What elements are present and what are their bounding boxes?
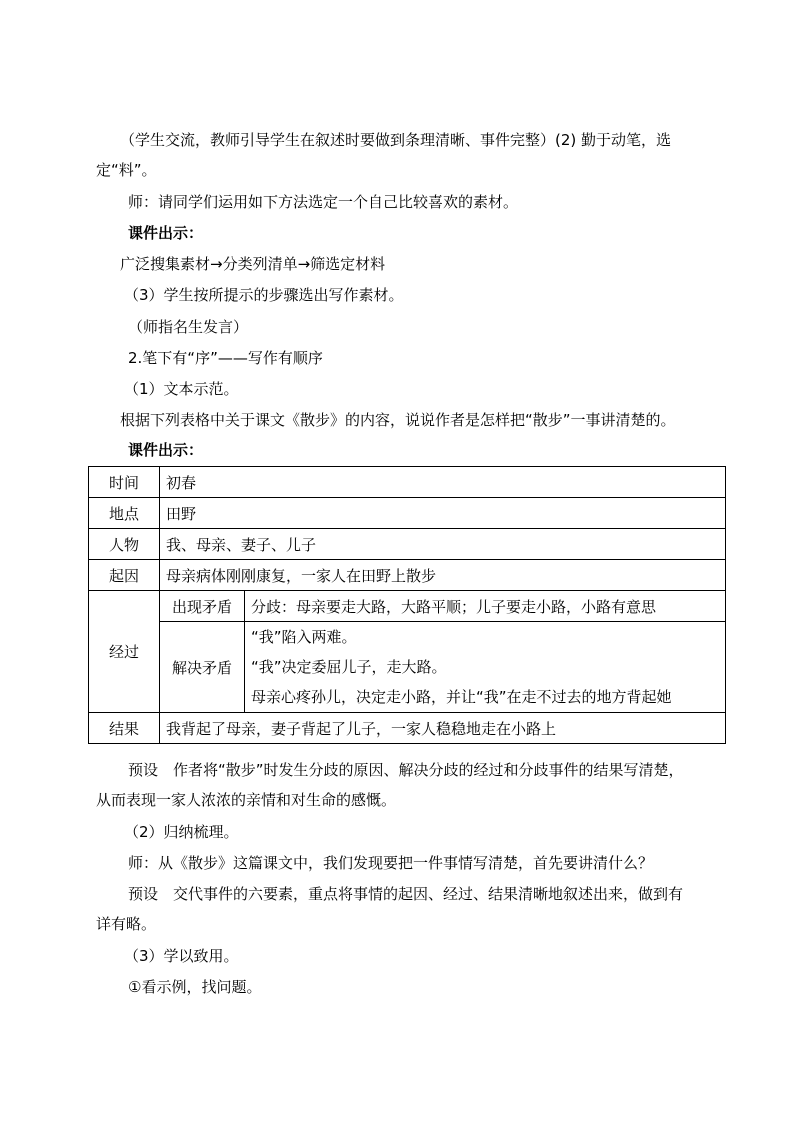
process-label: 经过 [89,591,160,713]
example-step: ①看示例，找问题。 [128,978,262,996]
paragraph-1-line-1: （学生交流，教师引导学生在叙述时要做到条理清晰、事件完整）(2) 勤于动笔，选 [120,131,672,149]
resolve-value [245,622,726,713]
table-row [89,498,726,529]
table-row [89,467,726,498]
table-row [89,713,726,744]
resolve-line-1: “我”陷入两难。 [251,628,357,646]
subsection-2-heading: （2）归纳梳理。 [124,823,239,841]
table-row [89,529,726,560]
preset-1-line-2: 从而表现一家人浓浓的亲情和对生命的感慨。 [96,791,397,809]
courseware-heading-1: 课件出示： [128,224,204,242]
subsection-1-heading: （1）文本示范。 [124,380,239,398]
preset-1-line-1: 预设 作者将“散步”时发生分歧的原因、解决分歧的经过和分歧事件的结果写清楚， [128,761,684,779]
teacher-note: （师指名生发言） [128,318,249,336]
teacher-instruction: 师：请同学们运用如下方法选定一个自己比较喜欢的素材。 [128,193,519,211]
time-label: 时间 [89,467,160,498]
preset-2-line-1: 预设 交代事件的六要素，重点将事情的起因、经过、结果清晰地叙述出来，做到有 [128,885,684,903]
subsection-3-heading: （3）学以致用。 [124,947,239,965]
method-steps: 广泛搜集素材→分类列清单→筛选定材料 [120,255,386,273]
section-2-heading: 2.笔下有“序”——写作有顺序 [128,349,323,367]
result-label: 结果 [89,713,160,744]
resolve-label: 解决矛盾 [160,622,245,713]
table-instruction: 根据下列表格中关于课文《散步》的内容，说说作者是怎样把“散步”一事讲清楚的。 [120,411,676,429]
place-value: 田野 [160,498,726,529]
teacher-question: 师：从《散步》这篇课文中，我们发现要把一件事情写清楚，首先要讲清什么？ [128,854,654,872]
time-value: 初春 [160,467,726,498]
courseware-heading-2: 课件出示： [128,441,204,459]
paragraph-1-line-2: 定“料”。 [96,161,157,179]
table-row [89,622,726,713]
cause-label: 起因 [89,560,160,591]
conflict-value: 分歧：母亲要走大路，大路平顺；儿子要走小路，小路有意思 [245,591,726,622]
story-elements-table [88,466,726,744]
result-value: 我背起了母亲，妻子背起了儿子，一家人稳稳地走在小路上 [160,713,726,744]
step-3-text: （3）学生按所提示的步骤选出写作素材。 [124,286,404,304]
place-label: 地点 [89,498,160,529]
resolve-line-2: “我”决定委屈儿子，走大路。 [251,658,447,676]
resolve-line-3: 母亲心疼孙儿，决定走小路，并让“我”在走不过去的地方背起她 [251,688,672,706]
people-value: 我、母亲、妻子、儿子 [160,529,726,560]
table-row [89,591,726,622]
people-label: 人物 [89,529,160,560]
table-row [89,560,726,591]
cause-value: 母亲病体刚刚康复，一家人在田野上散步 [160,560,726,591]
conflict-label: 出现矛盾 [160,591,245,622]
preset-2-line-2: 详有略。 [96,915,157,933]
